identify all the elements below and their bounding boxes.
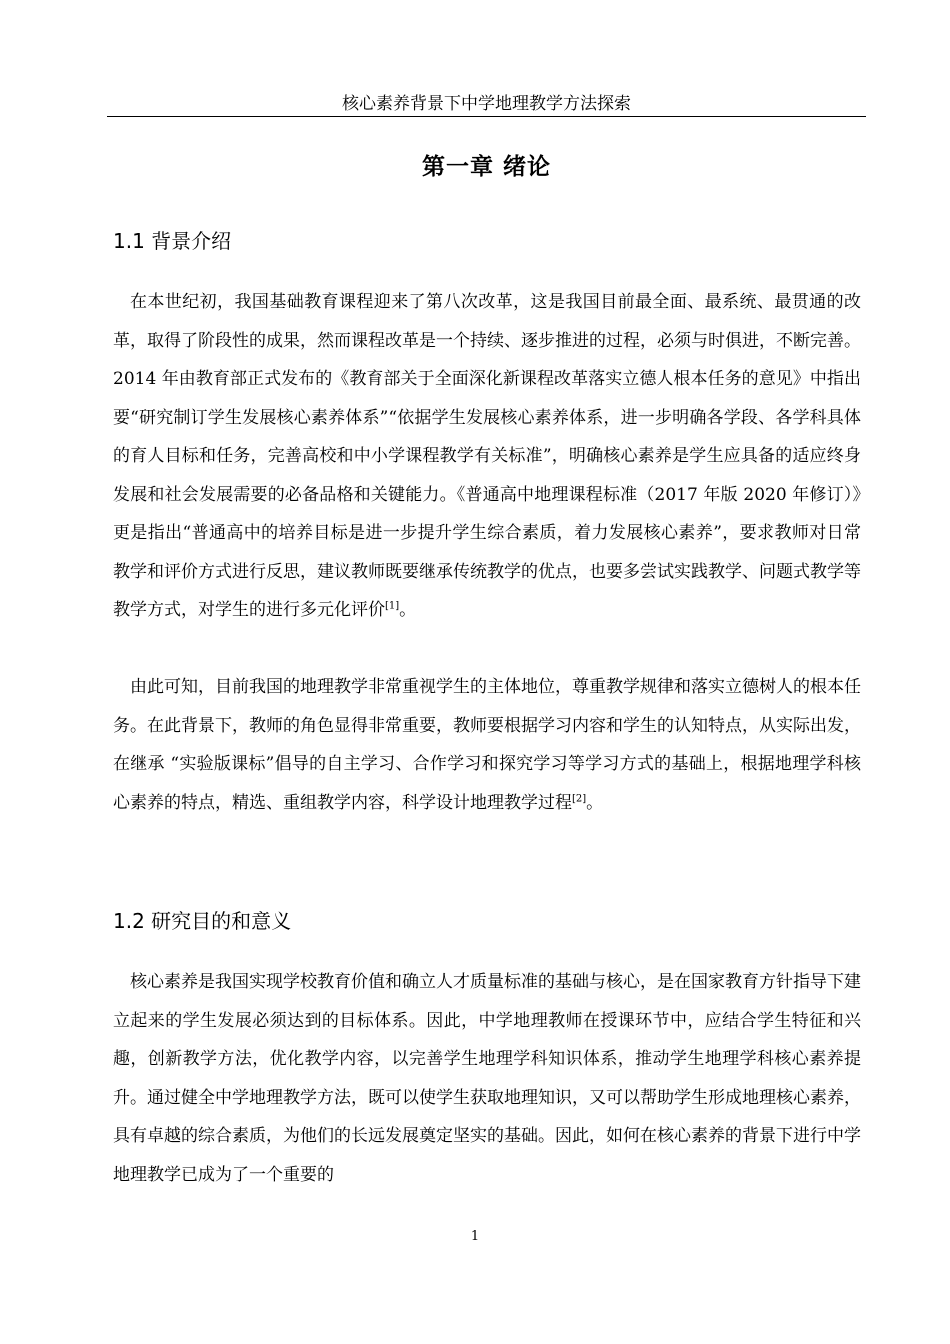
section-heading-1-2: 1.2 研究目的和意义 — [113, 909, 292, 933]
paragraph-purpose-1 — [113, 963, 861, 1194]
paragraph-text: 在本世纪初，我国基础教育课程迎来了第八次改革，这是我国目前最全面、最系统、最贯通的改革，取得了阶段性的成果，然而课程改革是一个持续、逐步推进的过程，必须与时俱进，不断完善。2014 年由教育部正式发布的《教育部关于全面深化新课程改革落实立德人根本任务的意见》中指出要“研究制订学生发展核心素养体系”“依据学生发展核心素养体系，进一步明确各学段、各学科具体的育人目标和任务，完善高校和中小学课程教学有关标准”，明确核心素养是学生应具备的适应终身发展和社会发展需要的必备品格和关键能力。《普通高中地理课程标准（2017 年版 2020 年修订）》更是指出“普通高中的培养目标是进一步提升学生综合素质，着力发展核心素养”，要求教师对日常教学和评价方式进行反思，建议教师既要继承传统教学的优点，也要多尝试实践教学、问题式教学等教学方式，对学生的进行多元化评价 — [113, 292, 861, 620]
paragraph-background-1 — [113, 283, 861, 630]
chapter-title: 第一章 绪论 — [421, 154, 551, 180]
section-heading-1-1: 1.1 背景介绍 — [113, 229, 232, 253]
page-number: 1 — [470, 1229, 480, 1244]
paragraph-text: 核心素养是我国实现学校教育价值和确立人才质量标准的基础与核心，是在国家教育方针指导下建立起来的学生发展必须达到的目标体系。因此，中学地理教师在授课环节中，应结合学生特征和兴趣，创新教学方法，优化教学内容，以完善学生地理学科知识体系，推动学生地理学科核心素养提升。通过健全中学地理教学方法，既可以使学生获取地理知识，又可以帮助学生形成地理核心素养，具有卓越的综合素质，为他们的长远发展奠定坚实的基础。因此，如何在核心素养的背景下进行中学地理教学已成为了一个重要的 — [113, 972, 861, 1185]
paragraph-background-2 — [113, 668, 861, 822]
citation-ref: [2] — [572, 792, 587, 804]
paragraph-tail: 。 — [586, 792, 604, 813]
paragraph-text: 由此可知，目前我国的地理教学非常重视学生的主体地位，尊重教学规律和落实立德树人的根本任务。在此背景下，教师的角色显得非常重要，教师要根据学习内容和学生的认知特点，从实际出发，在继承 “实验版课标”倡导的自主学习、合作学习和探究学习等学习方式的基础上，根据地理学科核心素养的特点，精选、重组教学内容，科学设计地理教学过程 — [113, 677, 861, 813]
header-rule — [107, 116, 866, 117]
citation-ref: [1] — [385, 600, 400, 612]
paragraph-tail: 。 — [399, 600, 417, 620]
running-header: 核心素养背景下中学地理教学方法探索 — [342, 94, 631, 114]
